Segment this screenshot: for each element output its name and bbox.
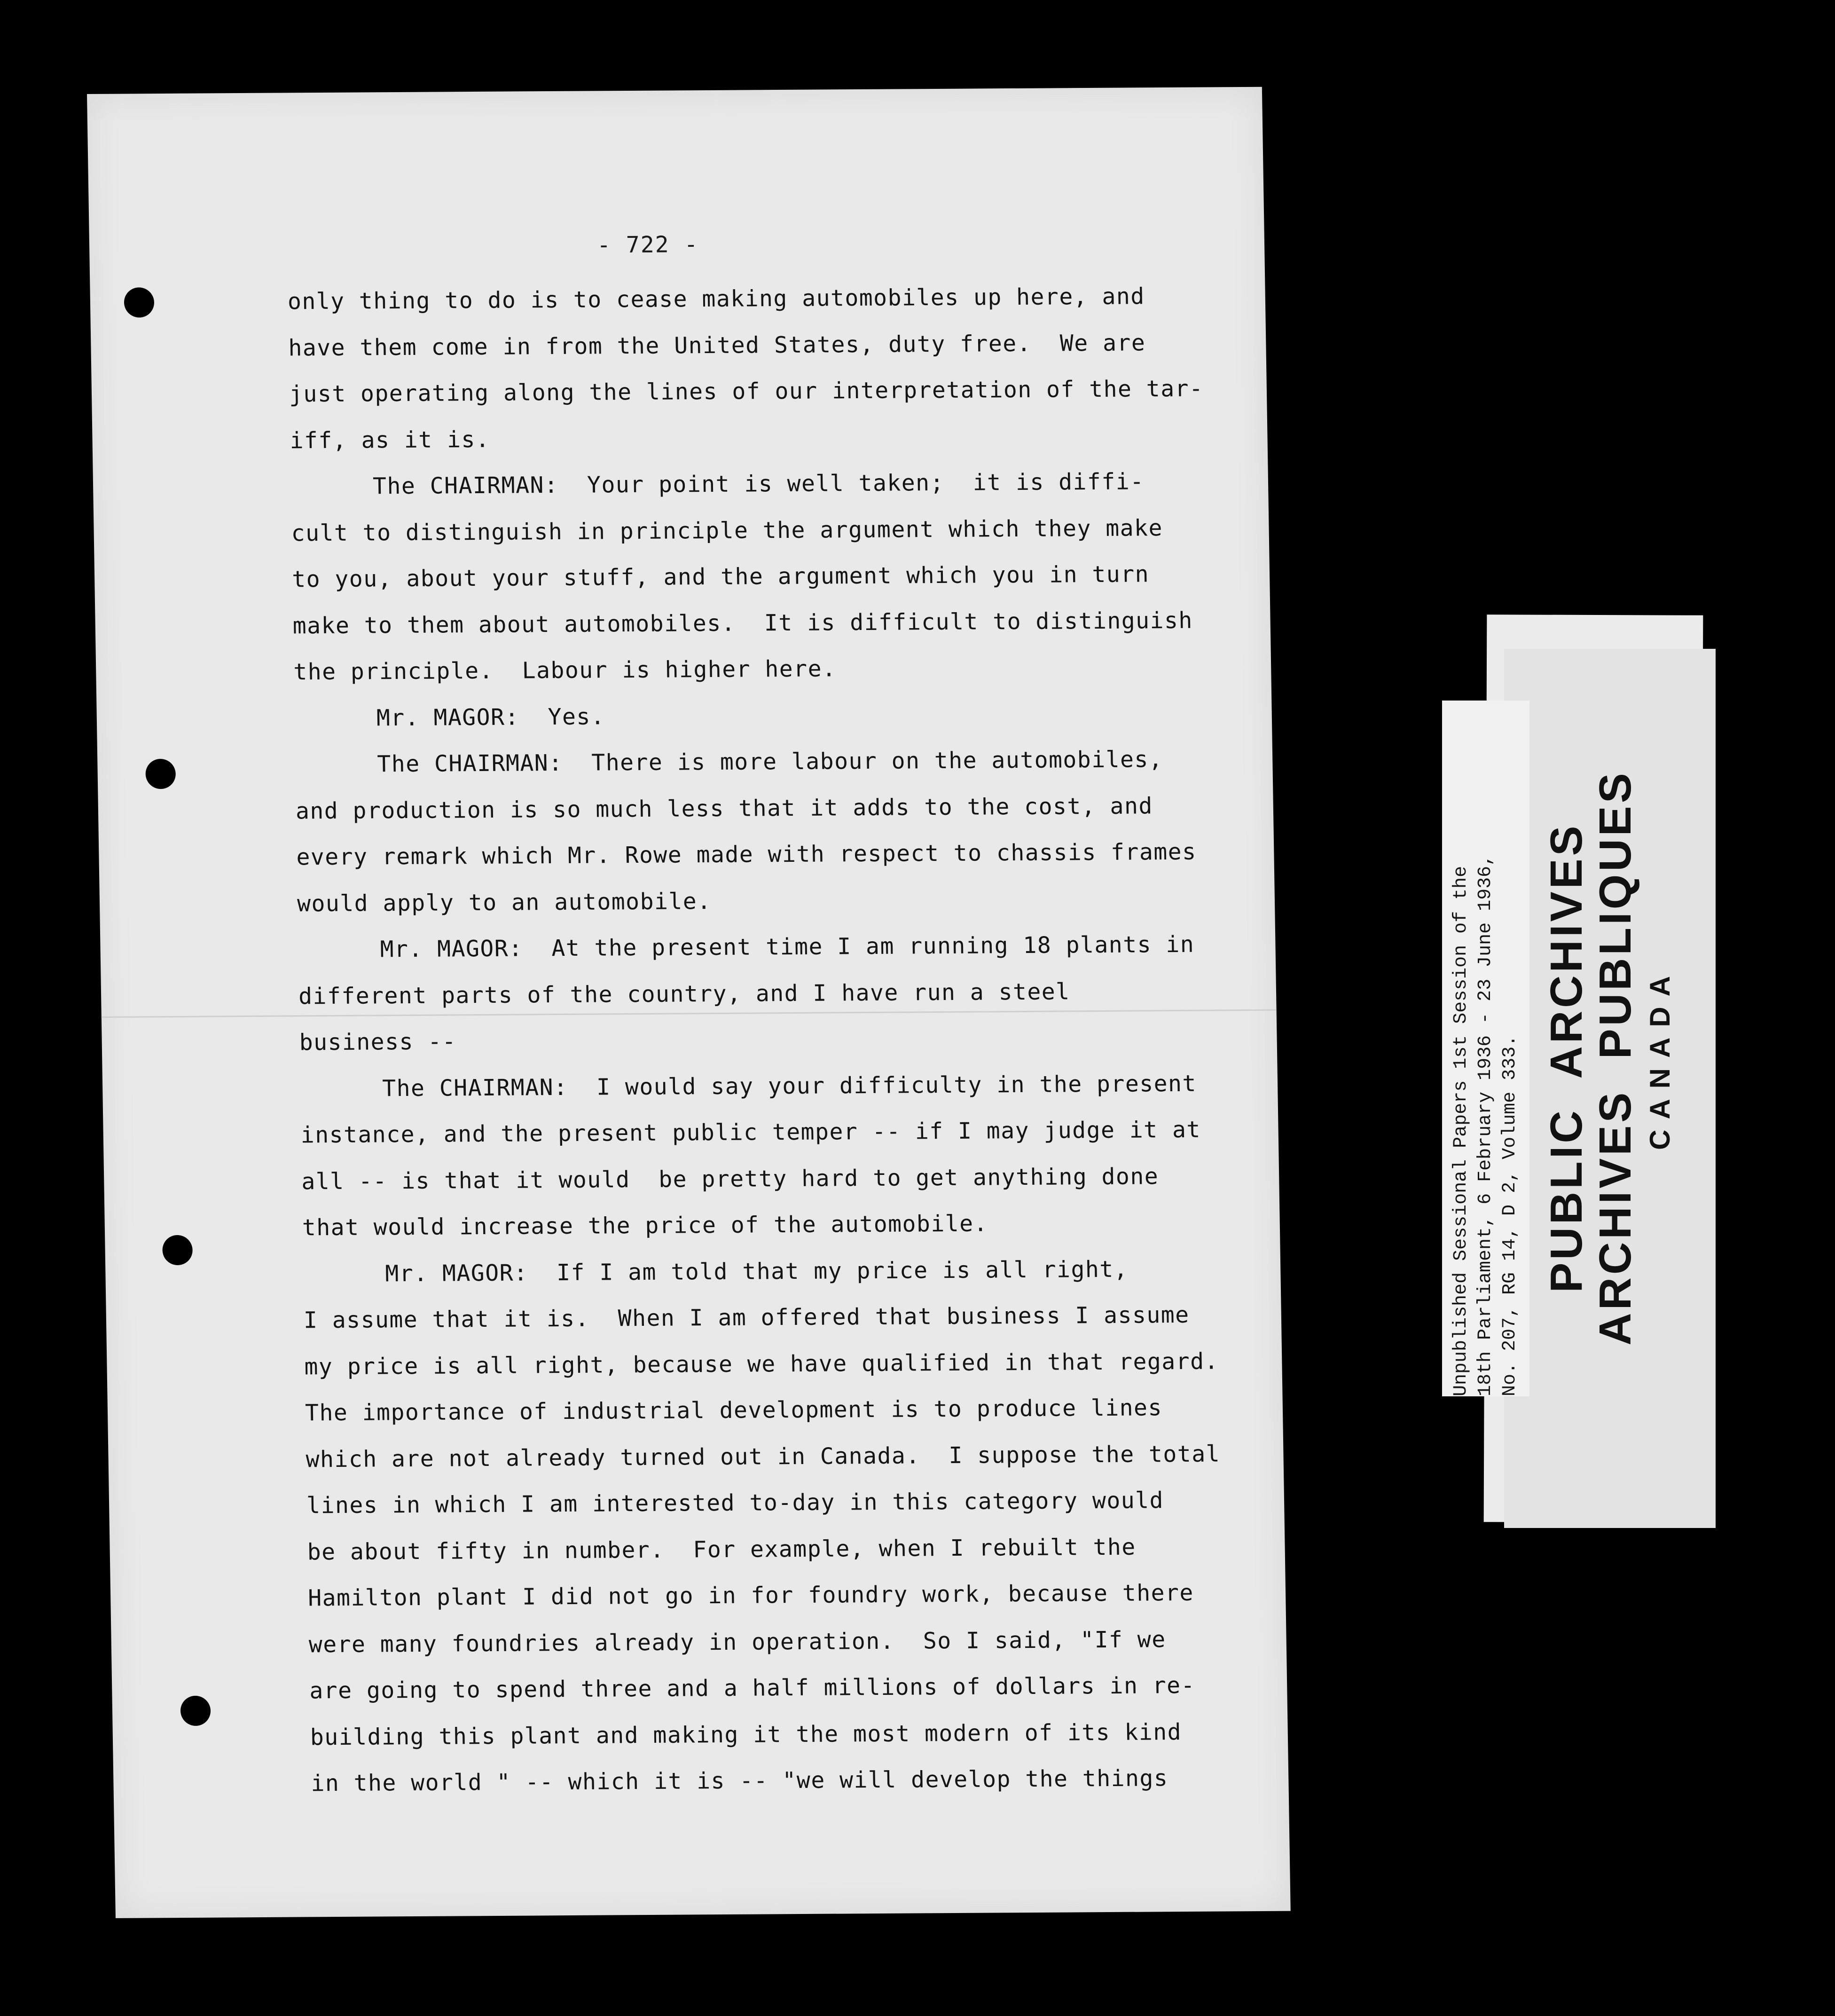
document-page: [87, 87, 1291, 1918]
punch-hole: [162, 1235, 193, 1265]
text-line: The CHAIRMAN: Your point is well taken; it is diffi-: [372, 468, 1145, 500]
text-line: in the world " -- which it is -- "we will develop the things: [311, 1765, 1168, 1797]
text-line: building this plant and making it the most modern of its kind: [310, 1718, 1182, 1750]
text-line: were many foundries already in operation. So I said, "If we: [308, 1626, 1167, 1658]
archive-citation: [1449, 701, 1522, 1396]
text-line: business --: [299, 1028, 457, 1056]
text-line: are going to spend three and a half millions of dollars in re-: [309, 1672, 1196, 1704]
citation-line: Unpublished Sessional Papers 1st Session of the: [1451, 866, 1472, 1396]
text-line: iff, as it is.: [290, 426, 490, 454]
text-line: and production is so much less that it adds to the cost, and: [295, 792, 1153, 824]
text-line: I assume that it is. When I am offered that business I assume: [303, 1301, 1190, 1334]
text-line: Mr. MAGOR: Yes.: [376, 703, 605, 731]
text-line: just operating along the lines of our interpretation of the tar-: [289, 375, 1204, 408]
text-line: The CHAIRMAN: There is more labour on the automobiles,: [376, 746, 1163, 778]
text-line: be about fifty in number. For example, when I rebuilt the: [307, 1534, 1137, 1565]
text-line: make to them about automobiles. It is difficult to distinguish: [292, 607, 1193, 639]
text-line: that would increase the price of the automobile.: [302, 1210, 988, 1241]
archive-stamp: [1542, 752, 1678, 1363]
archive-name-english: PUBLIC ARCHIVES: [1541, 823, 1592, 1293]
text-line: the principle. Labour is higher here.: [293, 655, 837, 685]
punch-hole: [145, 759, 176, 789]
archive-name-french: ARCHIVES PUBLIQUES: [1590, 770, 1640, 1346]
punch-hole: [124, 287, 154, 317]
text-line: Mr. MAGOR: If I am told that my price is all right,: [384, 1256, 1129, 1287]
text-line: every remark which Mr. Rowe made with respect to chassis frames: [296, 838, 1197, 871]
text-line: only thing to do is to cease making automobiles up here, and: [287, 283, 1145, 315]
text-line: instance, and the present public temper -- if I may judge it at: [300, 1116, 1201, 1149]
archive-country: CANADA: [1644, 966, 1676, 1150]
text-line: Mr. MAGOR: At the present time I am running 18 plants in: [380, 931, 1195, 963]
text-line: lines in which I am interested to-day in this category would: [306, 1487, 1164, 1519]
text-line: would apply to an automobile.: [297, 888, 712, 917]
text-line: different parts of the country, and I have run a steel: [298, 978, 1070, 1009]
text-line: to you, about your stuff, and the argument which you in turn: [291, 561, 1150, 593]
text-line: The CHAIRMAN: I would say your difficulty in the present: [382, 1070, 1197, 1102]
text-line: have them come in from the United States, duty free. We are: [288, 329, 1146, 361]
citation-line: No. 207, RG 14, D 2, Volume 333.: [1499, 1035, 1521, 1396]
citation-line: 18th Parliament, 6 February 1936 - 23 June 1936,: [1475, 854, 1496, 1396]
paper-fold-line: [102, 1009, 1277, 1018]
page-number: - 722 -: [596, 231, 699, 259]
text-line: cult to distinguish in principle the argument which they make: [291, 514, 1163, 546]
text-line: which are not already turned out in Canada. I suppose the total: [306, 1440, 1221, 1473]
text-line: my price is all right, because we have qualified in that regard.: [304, 1348, 1219, 1380]
punch-hole: [180, 1696, 211, 1726]
text-line: The importance of industrial development is to produce lines: [305, 1394, 1163, 1426]
text-line: all -- is that it would be pretty hard to get anything done: [301, 1163, 1159, 1195]
text-line: Hamilton plant I did not go in for foundry work, because there: [307, 1579, 1194, 1612]
